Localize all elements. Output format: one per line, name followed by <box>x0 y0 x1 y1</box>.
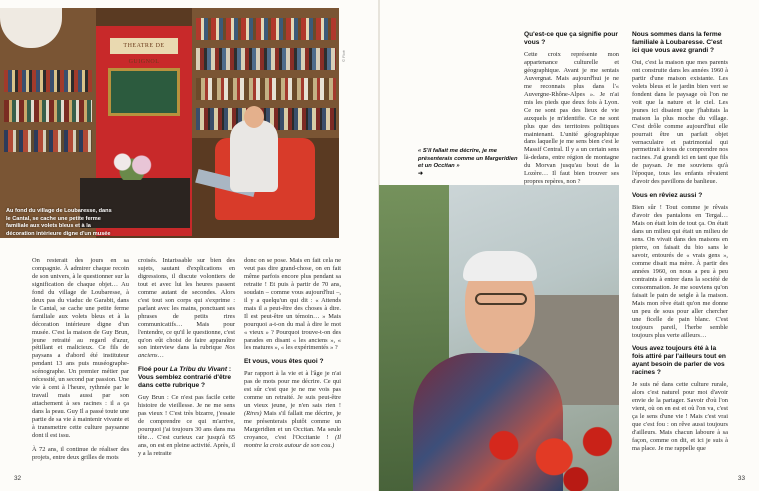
body-paragraph: Oui, c'est la maison que mes parents ont construite dans les années 1960 à partir d'une maison existante. Les volets bleus et le jardin bien vert se fondent dans le paysage où l'on ne voit que la nature et le ciel. Les jeunes ici disaient que j'habitais la maison la plus moche du village. C'est drôle comme aujourd'hui elle pourrait être un parfait objet vernaculaire et patrimonial qui permettrait à tous de comprendre nos racines. J'ai grandi ici en tant que fils de paysan. Je me souviens qu'à l'époque, tous les enfants rêvaient d'avoir des pavillons de banlieue. <box>632 59 728 186</box>
framed-painting <box>108 68 180 116</box>
books-row <box>4 70 92 92</box>
arrow-icon: ➜ <box>418 170 424 177</box>
interview-question: Vous en rêviez aussi ? <box>632 192 703 200</box>
white-hair <box>463 251 537 281</box>
left-column-2 <box>138 257 235 458</box>
left-column-3 <box>244 257 341 450</box>
books-row <box>4 100 92 122</box>
page-number: 33 <box>737 475 745 482</box>
books-row <box>196 18 336 40</box>
photo-caption: Au fond du village de Loubaresse, dans le Cantal, se cache une petite ferme familiale aux volets bleus et à la décoration intérieure digne d'un musée <box>6 208 112 237</box>
body-paragraph: Guy Brun : Ce n'est pas facile cette histoire de vieillesse. Je ne me sens pas vieux ! C'est très bizarre, j'essaie de comprendre ce qui m'arrive, pourquoi j'ai toujours 30 ans dans ma tête… C'est curieux car jusqu'à 65 ans, on est en pleine activité. Après, il y a la retraite <box>138 394 235 458</box>
interview-question: Et vous, vous êtes quoi ? <box>244 358 324 366</box>
body-paragraph: On resterait des jours en sa compagnie. À admirer chaque recoin de son univers, à le questionner sur la signification de chaque objet… Au fond du village de Loubaresse, à deux pas du viaduc de Garabit, dans le Cantal, se cache une petite ferme familiale aux volets bleus et à la décoration intérieure digne d'un musée. C'est la maison de Guy Brun, jeune retraité au regard d'azur, pétillant et malicieux. Ce fils de paysans a d'abord été instituteur pendant 13 ans puis muséographe-scénographe. Un premier métier par nécessité, un second par passion. Une vie à cent à l'heure, rythmée par le travail mais aussi par son attachement à ses racines : il a ça dans la peau. Guy Il a passé toute une partie de sa vie à maintenir vivante et à transmettre cette culture paysanne dont il est issu. <box>32 257 129 439</box>
interview-question: Nous sommes dans la ferme familiale à Loubaresse. C'est ici que vous avez grandi ? <box>632 31 723 54</box>
body-paragraph: Cette croix représente mon appartenance culturelle et géographique. Avant je me sentais Auvergnat. Mais aujourd'hui je ne me reconnais plus dans l'« Auvergne-Rhône-Alpes ». Je n'ai mis les pieds que deux fois à Lyon. Ce ne sont pas des lieux de vie auxquels je m'identifie. Ce ne sont plus que des territoires politiques maintenant. L'unité géographique dans laquelle je me sens bien c'est le Massif Central. Il y a un certain sens là-dedans, entre région de montagne du Morvan jusqu'au bout de la Lozère… Il faut bien trouver ses propres repères, non ? <box>524 51 619 186</box>
books-row <box>196 78 336 100</box>
interview-question: Vous avez toujours été à la fois attiré par l'ailleurs tout en ayant besoin de parler de vos racines ? <box>632 345 726 377</box>
photo-credit: © Floé <box>341 50 346 62</box>
books-row <box>196 48 336 70</box>
books-row <box>4 130 92 152</box>
body-paragraph: Par rapport à la vie et à l'âge je n'ai pas de mots pour me décrire. Ce qui est sûr c'est que je ne me vois pas comme un retraité. Je suis peut-être un vieux jeune, je n'en sais rien ! (Rires) Mais s'il fallait me décrire, je me présenterais plutôt comme un Margeridien et un Occitan. Ma seule croyance, c'est l'Occitanie ! (Il montre la croix autour de son cou.) <box>244 370 341 450</box>
body-paragraph: croisés. Intarissable sur bien des sujets, sautant d'explications en digressions, il discute volontiers de tout et avec lui les heures passent comme autant de secondes. Alors c'est tout son corps qui s'exprime : parlant avec les mains, ponctuant ses phrases de petits rires communicatifs… Mais pour l'entendre, ce qu'il le questionne, c'est qu'on eût choisi de faire apparaître son interview dans la rubrique Nos anciens… <box>138 257 235 360</box>
page-number: 32 <box>14 475 22 482</box>
portrait-photo <box>379 185 619 491</box>
interview-question: Floé pour La Tribu du Vivant : Vous semblez contrarié d'être dans cette rubrique ? <box>138 366 232 390</box>
glasses-icon <box>475 293 527 305</box>
interview-question: Qu'est-ce que ça signifie pour vous ? <box>524 31 618 46</box>
right-column-1 <box>524 31 619 186</box>
man-head <box>244 106 264 128</box>
pull-quote <box>418 148 522 178</box>
body-paragraph: À 72 ans, il continue de réaliser des projets, entre deux grilles de mots <box>32 445 129 461</box>
body-paragraph: Bien sûr ! Tout comme je rêvais d'avoir des pantalons en Tergal… Mais on était loin de tout ça. On était dans un milieu qui était un milieu de sens. On vivait dans des maisons en pierre, on faisait du bio sans le savoir, entourés de « vrais gens », comme disait ma mère. À partir des années 1960, on nous a peu à peu contraints à entrer dans la société de consommation. Je me souviens qu'on faisait le pain de seigle à la maison. Mais mon rêve était qu'on me donne un peu de sous pour aller chercher une ficelle de pain blanc. C'est toujours pareil, l'herbe semble toujours plus verte ailleurs… <box>632 204 728 339</box>
pull-quote-text: « S'il fallait me décrire, je me présenterais comme un Margeridien et un Occitan » <box>418 148 518 170</box>
body-paragraph: donc on se pose. Mais en fait cela ne veut pas dire grand-chose, on en fait même parfois encore plus pendant sa retraite ! Et puis à partir de 70 ans, soudain – comme vous aujourd'hui –, il y a quelqu'un qui dit : « Attends mais il a peut-être des choses à dire. Il est peut-être un témoin… » Mais pourquoi a-t-on du mal à dire le mot « vieux » ? Pourquoi trouve-t-on des parades en disant « les anciens », « les matures », « les expérimentés » ? <box>244 257 341 352</box>
left-column-1 <box>32 257 129 462</box>
interior-photo <box>0 8 339 238</box>
theatre-sign: THEATRE DE GUIGNOL <box>110 38 178 54</box>
flower-bouquet <box>108 150 156 180</box>
body-paragraph: Je suis né dans cette culture rurale, alors c'est naturel pour moi d'avoir envie de la partager. Savoir d'où l'on vient, où on en est et où l'on va, c'est ça le sens d'une vie ! Mais c'est vrai que c'est fou : on rêve aussi toujours d'ailleurs. Mais chacun laboure à sa façon, comme on dit, et ici je suis à ma place. Je me rappelle que <box>632 381 728 453</box>
seated-man <box>230 120 278 192</box>
red-flowers <box>475 415 619 491</box>
right-column-2 <box>632 31 728 453</box>
